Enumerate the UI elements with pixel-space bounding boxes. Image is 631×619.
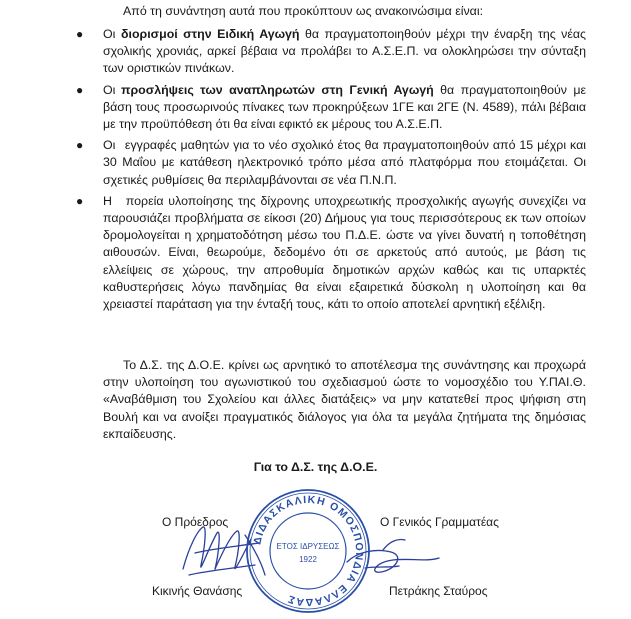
seal-center-line2: 1922 [299,555,317,564]
item-lead: Οι [103,27,116,41]
item-text: πορεία υλοποίησης της δίχρονης υποχρεωτικής προσχολικής αγωγής συνεχίζει να παρουσιάζει προβλήματα σε είκοσι (20) Δήμους για τους περισσότερους εκ των οποίων δρομολογείται η χρηματοδότηση μέσω του Π.Δ.Ε. ώστε να γίνει δυνατή η τοποθέτηση αιθουσών. Είναι, θεωρούμε, δεδομένο ότι σε αρκετούς από αυτούς, με βάση τις ελλείψεις σε χώρους, την απροθυμία δημοτικών αρχών καθώς και τις υπαρκτές καθυστερήσεις λόγω πανδημίας θα είναι εξαιρετικά δύσκολη η υλοποίηση και θα χρειαστεί παράταση για την ένταξή τους, κάτι το οποίο αποτελεί αρνητική εξέλιξη. [103,193,586,312]
intro-line: Από τη συνάντηση αυτά που προκύπτουν ως ανακοινώσιμα είναι: [123,4,484,18]
union-seal-icon [244,487,372,615]
item-lead: Οι [103,138,116,153]
seal-ring-text: ΔΙΔΑΣΚΑΛΙΚΗ ΟΜΟΣΠΟΝΔΙΑ ΕΛΛΑΔΑΣ [251,493,366,609]
bullet-icon: ● [76,27,84,41]
secretary-role: Ο Γενικός Γραμματέας [380,515,499,529]
item-text: εγγραφές μαθητών για το νέο σχολικό έτος θα πραγματοποιηθούν από 15 μέχρι και 30 Μαΐου με κατάθεση ηλεκτρονικό τρόπο μέσα από πλατφόρμα που ετοιμάζεται. Οι σχετικές ρυθμίσεις θα περιλαμβάνονται σε νέα Π.Ν.Π. [103,138,586,187]
item-emphasis: διορισμοί στην Ειδική Αγωγή [121,27,300,41]
list-item [76,82,586,134]
bullet-icon: ● [76,138,84,153]
list-item [76,26,586,78]
item-text: θα πραγματοποιηθούν μέχρι την έναρξη της νέας σχολικής χρονιάς, αρκεί βέβαια να προλάβει το Α.Σ.Ε.Π. να ολοκληρώσει την σύνταξη των οριστικών πινάκων. [103,27,587,76]
bullet-icon: ● [76,193,84,208]
item-text: θα πραγματοποιηθούν με βάση τους προσωρινούς πίνακες των προκηρύξεων 1ΓΕ και 2ΓΕ (Ν. 4589), πάλι βέβαια με την προϋπόθεση ότι θα είναι εφικτό εκ μέρους του Α.Σ.Ε.Π. [103,82,587,132]
president-role: Ο Πρόεδρος [162,515,229,529]
item-lead: Οι [103,82,116,97]
closing-paragraph [103,357,586,443]
bullet-icon: ● [76,82,84,97]
item-emphasis: προσλήψεις των αναπληρωτών στη Γενική Αγωγή [121,82,434,97]
closing-text: Το Δ.Σ. της Δ.Ο.Ε. κρίνει ως αρνητικό το αποτέλεσμα της συνάντησης και προχωρά στην υλοποίηση του αγωνιστικού του σχεδιασμού ώστε το νομοσχέδιο του Υ.ΠΑΙ.Θ. «Αναβάθμιση του Σχολείου και άλλες διατάξεις» να μην κατατεθεί προς ψήφιση στη Βουλή και να ανοίξει πραγματικός διάλογος για όλα τα μεγάλα ζητήματα της δημόσιας εκπαίδευσης. [103,358,586,441]
signature-heading: Για το Δ.Σ. της Δ.Ο.Ε. [253,460,378,474]
seal-center-line1: ΕΤΟΣ ΙΔΡΥΣΕΩΣ [276,542,340,551]
announcement-list [76,26,586,317]
secretary-name: Πετράκης Σταύρος [389,584,488,598]
list-item [76,137,586,189]
list-item [76,193,586,313]
president-name: Κικινής Θανάσης [152,584,243,598]
item-lead: Η [103,193,112,208]
